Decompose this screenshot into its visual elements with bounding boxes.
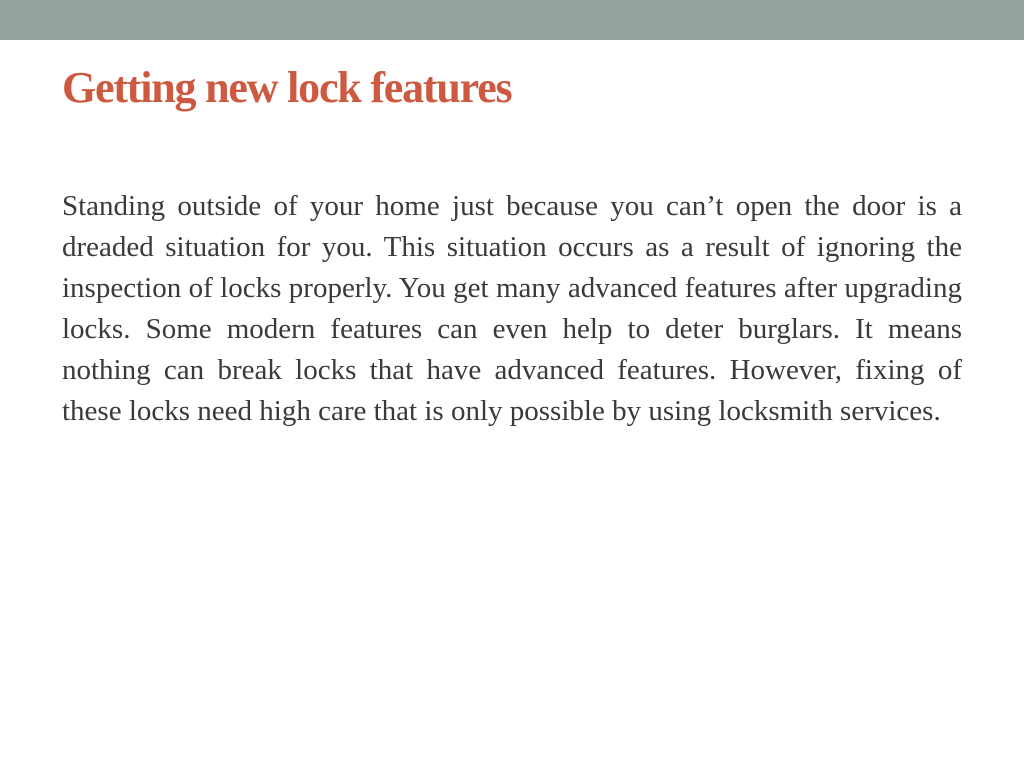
slide-title: Getting new lock features [62,63,512,112]
top-accent-bar [0,0,1024,40]
slide-body-text: Standing outside of your home just because you can’t open the door is a dreaded situation for you. This situation occurs as a result of ignoring the inspection of locks properly. You get many advanced features after upgrading locks. Some modern features can even help to deter burglars. It means nothing can break locks that have advanced features. However, fixing of these locks need high care that is only possible by using locksmith services. [62,190,962,427]
